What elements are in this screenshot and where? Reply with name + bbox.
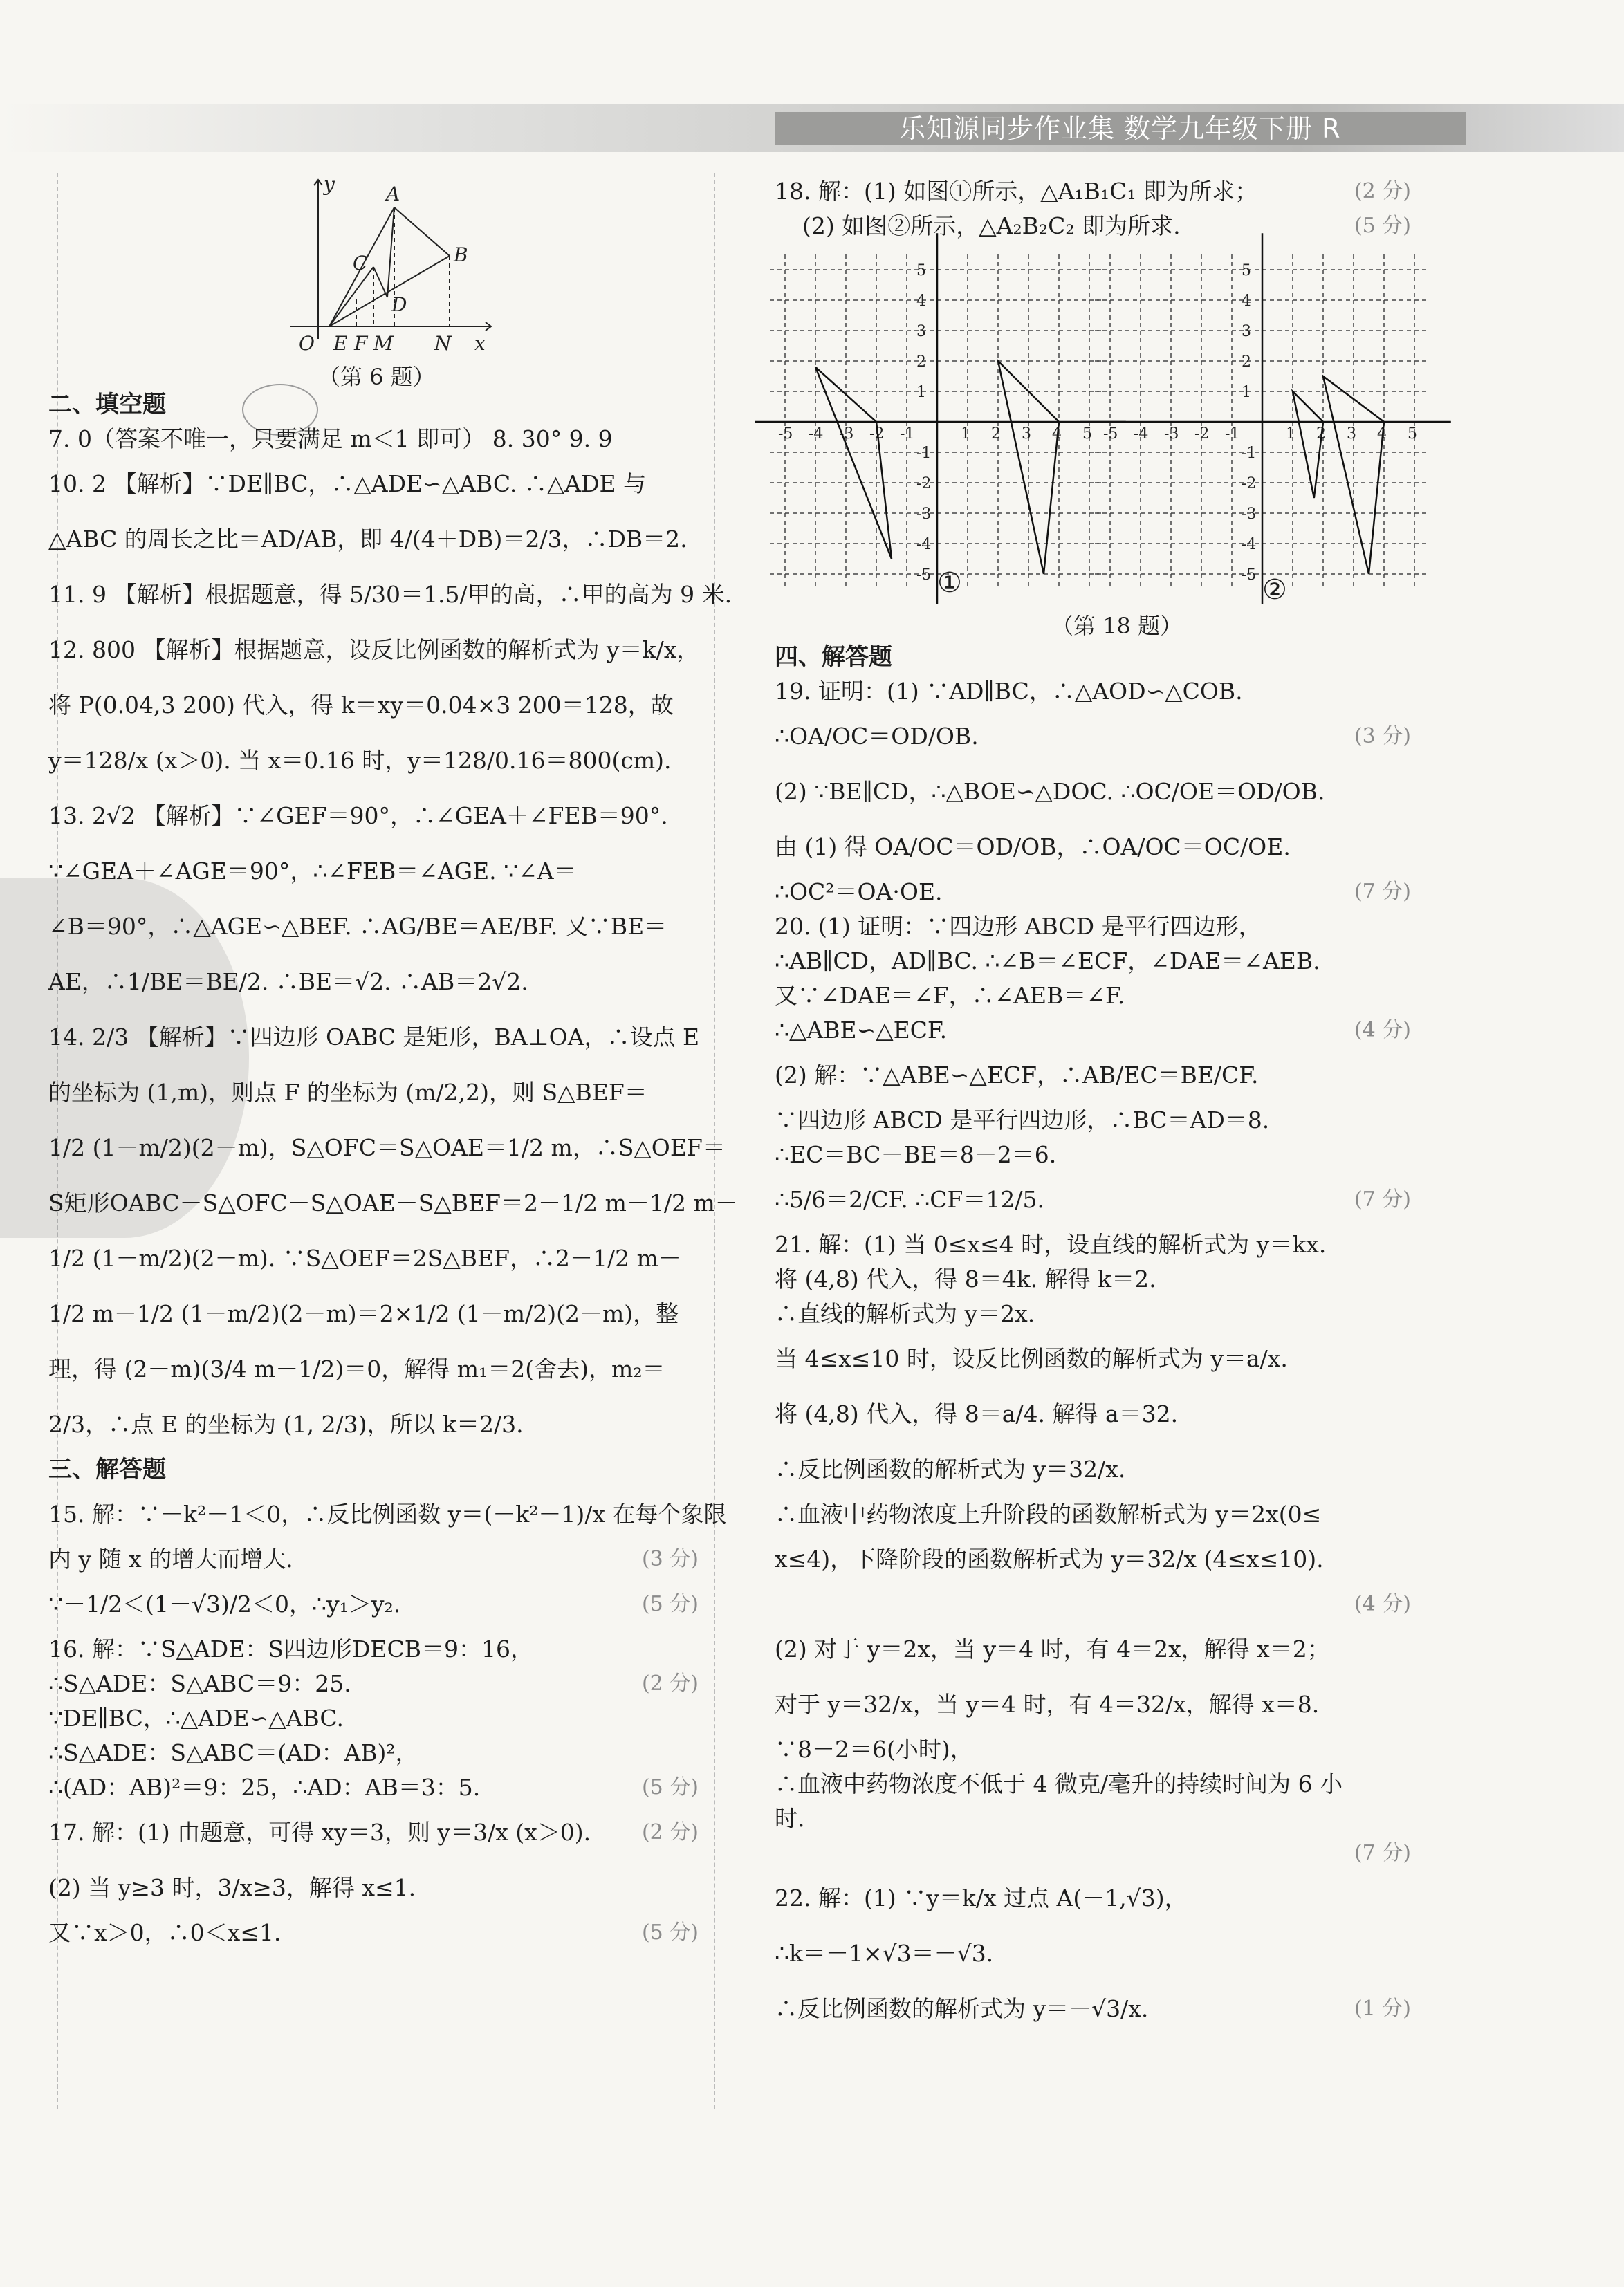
figure-6 xyxy=(277,173,505,390)
score-label: (2 分) xyxy=(1354,179,1411,203)
answer-line xyxy=(775,1138,1411,1172)
triangle-A2B2C2 xyxy=(1293,391,1323,498)
answer-line xyxy=(775,209,1411,243)
answer-line xyxy=(775,1926,1411,1981)
score-label: (5 分) xyxy=(1354,214,1411,238)
answer-line: 的坐标为 (1,m)，则点 F 的坐标为 (m/2,2)，则 S△BEF＝ xyxy=(48,1079,647,1106)
right-answer-lines xyxy=(775,674,1411,2037)
answer-line xyxy=(775,1262,1411,1297)
answer-text: ∴△ABE∽△ECF. xyxy=(775,1017,948,1044)
answer-text: (2) 如图②所示，△A₂B₂C₂ 即为所求. xyxy=(802,212,1181,239)
answer-text: 18. 解：(1) 如图①所示，△A₁B₁C₁ 即为所求； xyxy=(775,178,1258,205)
answer-line xyxy=(775,909,1411,944)
answer-line xyxy=(775,1836,1411,1871)
score-label: (4 分) xyxy=(1354,1592,1411,1616)
score-label: (1 分) xyxy=(1354,1997,1411,2021)
section-fill-in-heading: 二、填空题 xyxy=(48,391,166,418)
score-label: (3 分) xyxy=(641,1547,699,1571)
figure-6-diagram xyxy=(277,173,505,380)
answer-text: 21. 解：(1) 当 0≤x≤4 时，设直线的解析式为 y＝kx. xyxy=(775,1231,1327,1258)
tick-label: -2 xyxy=(1194,425,1210,443)
answer-line xyxy=(775,1767,1411,1802)
answer-text: ∴EC＝BC－BE＝8－2＝6. xyxy=(775,1141,1057,1168)
tick-label: 5 xyxy=(1082,425,1092,443)
answer-line xyxy=(775,1802,1411,1836)
answer-line xyxy=(48,1736,699,1770)
answer-line: ∠B＝90°，∴△AGE∽△BEF. ∴AG/BE＝AE/BF. 又∵BE＝ xyxy=(48,913,667,940)
fig6-point-F: F xyxy=(354,332,368,355)
tick-label: 1 xyxy=(1242,384,1251,401)
answer-line xyxy=(775,1587,1411,1622)
left-column xyxy=(48,387,738,1950)
answer-line: AE，∴1/BE＝BE/2. ∴BE＝√2. ∴AB＝2√2. xyxy=(48,968,528,995)
answer-line xyxy=(775,1532,1411,1587)
answer-line xyxy=(775,1103,1411,1138)
answer-text: (2) 解：∵△ABE∽△ECF，∴AB/EC＝BE/CF. xyxy=(775,1062,1259,1089)
tick-label: -4 xyxy=(1242,536,1257,553)
fig6-point-D: D xyxy=(391,293,407,316)
answer-line: 2/3，∴点 E 的坐标为 (1, 2/3)，所以 k＝2/3. xyxy=(48,1411,524,1438)
answer-text: 16. 解：∵S△ADE：S四边形DECB＝9：16， xyxy=(48,1636,533,1663)
fig6-origin-O: O xyxy=(299,332,315,355)
answer-text: 又∵∠DAE＝∠F，∴∠AEB＝∠F. xyxy=(775,982,1125,1009)
answer-line xyxy=(775,944,1411,979)
answer-text: 17. 解：(1) 由题意，可得 xy＝3，则 y＝3/x (x＞0). xyxy=(48,1819,591,1846)
answer-line xyxy=(775,709,1411,764)
answer-line xyxy=(48,1542,699,1577)
fig6-point-E: E xyxy=(333,332,348,355)
answer-text: ∴S△ADE：S△ABC＝9：25. xyxy=(48,1670,351,1697)
tick-label: 3 xyxy=(1347,425,1356,443)
answer-line xyxy=(775,1677,1411,1732)
answer-text: ∴反比例函数的解析式为 y＝－√3/x. xyxy=(775,1995,1149,2022)
answer-line xyxy=(48,1805,699,1860)
answer-text: ∴直线的解析式为 y＝2x. xyxy=(775,1300,1035,1327)
answer-line: 13. 2√2 【解析】∵∠GEF＝90°，∴∠GEA＋∠FEB＝90°. xyxy=(48,802,668,829)
answer-line: 理，得 (2－m)(3/4 m－1/2)＝0，解得 m₁＝2(舍去)，m₂＝ xyxy=(48,1355,665,1382)
answer-line xyxy=(775,1228,1411,1262)
answer-line xyxy=(775,1497,1411,1532)
answer-line: 1/2 m－1/2 (1－m/2)(2－m)＝2×1/2 (1－m/2)(2－m)，整 xyxy=(48,1300,679,1327)
answer-line xyxy=(775,174,1411,209)
score-label: (3 分) xyxy=(1354,724,1411,748)
answer-text: ∵DE∥BC，∴△ADE∽△ABC. xyxy=(48,1705,344,1732)
right-column xyxy=(775,174,1411,243)
answer-line: ∵∠GEA＋∠AGE＝90°，∴∠FEB＝∠AGE. ∵∠A＝ xyxy=(48,858,577,885)
answer-text: (2) ∵BE∥CD，∴△BOE∽△DOC. ∴OC/OE＝OD/OB. xyxy=(775,778,1325,805)
figure-18-grids xyxy=(778,249,1446,609)
fig6-point-C: C xyxy=(353,252,368,275)
tick-label: -3 xyxy=(839,425,854,443)
figure-18-label-1: ① xyxy=(937,567,962,599)
section-answer-heading: 四、解答题 xyxy=(775,643,892,671)
tick-label: 3 xyxy=(1022,425,1031,443)
tick-label: 1 xyxy=(916,384,926,401)
answer-line xyxy=(775,1387,1411,1442)
answer-line xyxy=(48,1667,699,1701)
tick-label: -1 xyxy=(1225,425,1240,443)
figure-18-caption: （第 18 题） xyxy=(1051,613,1183,639)
tick-label: 5 xyxy=(1242,262,1251,279)
answer-line: 14. 2/3 【解析】∵四边形 OABC 是矩形，BA⊥OA，∴设点 E xyxy=(48,1024,700,1050)
tick-label: -1 xyxy=(916,445,932,462)
fig6-point-M: M xyxy=(373,332,394,355)
tick-label: 2 xyxy=(916,353,926,371)
figure-6-caption: （第 6 题） xyxy=(318,364,435,390)
answer-text: 内 y 随 x 的增大而增大. xyxy=(48,1546,293,1573)
answer-text: 当 4≤x≤10 时，设反比例函数的解析式为 y＝a/x. xyxy=(775,1345,1288,1372)
answer-text: ∴(AD：AB)²＝9：25，∴AD：AB＝3：5. xyxy=(48,1774,481,1801)
answer-text: 时. xyxy=(775,1805,805,1832)
answer-text: ∴k＝－1×√3＝－√3. xyxy=(775,1940,994,1967)
answer-line xyxy=(775,1013,1411,1048)
tick-label: 5 xyxy=(1408,425,1417,443)
answer-text: ∵－1/2＜(1－√3)/2＜0，∴y₁＞y₂. xyxy=(48,1591,401,1618)
answer-line: 1/2 (1－m/2)(2－m). ∵S△OEF＝2S△BEF，∴2－1/2 m－ xyxy=(48,1245,681,1272)
tick-label: -5 xyxy=(778,425,793,443)
page-header-title: 乐知源同步作业集 数学九年级下册 R xyxy=(775,112,1466,145)
fig6-point-N: N xyxy=(434,332,452,355)
tick-label: -1 xyxy=(900,425,915,443)
answer-text: 15. 解：∵－k²－1＜0，∴反比例函数 y＝(－k²－1)/x 在每个象限 xyxy=(48,1501,727,1528)
answer-line xyxy=(48,1916,699,1950)
score-label: (5 分) xyxy=(641,1592,699,1616)
answer-line: 将 P(0.04,3 200) 代入，得 k＝xy＝0.04×3 200＝128，故 xyxy=(48,692,674,719)
answer-line: 11. 9 【解析】根据题意，得 5/30＝1.5/甲的高，∴甲的高为 9 米. xyxy=(48,581,732,608)
answer-text: ∴反比例函数的解析式为 y＝32/x. xyxy=(775,1456,1126,1483)
score-label: (2 分) xyxy=(641,1820,699,1844)
answer-text: 19. 证明：(1) ∵AD∥BC，∴△AOD∽△COB. xyxy=(775,678,1243,705)
fig6-point-B: B xyxy=(454,243,468,266)
answer-line xyxy=(775,1048,1411,1103)
tick-label: -4 xyxy=(916,536,932,553)
tick-label: -4 xyxy=(809,425,824,443)
tick-label: -1 xyxy=(1242,445,1257,462)
tick-label: 1 xyxy=(961,425,970,443)
tick-label: -2 xyxy=(1242,475,1257,492)
score-label: (5 分) xyxy=(641,1920,699,1945)
answer-text: ∴AB∥CD，AD∥BC. ∴∠B＝∠ECF，∠DAE＝∠AEB. xyxy=(775,947,1320,974)
answer-line xyxy=(775,1871,1411,1926)
answer-text: 将 (4,8) 代入，得 8＝4k. 解得 k＝2. xyxy=(775,1266,1156,1293)
answer-line xyxy=(48,1860,699,1916)
answer-line xyxy=(775,875,1411,909)
answer-line xyxy=(48,1577,699,1632)
fig6-point-A: A xyxy=(386,183,400,205)
answer-text: (2) 对于 y＝2x，当 y＝4 时，有 4＝2x，解得 x＝2； xyxy=(775,1636,1330,1663)
answer-text: 22. 解：(1) ∵y＝k/x 过点 A(－1,√3)， xyxy=(775,1885,1188,1911)
answer-line: 7. 0（答案不唯一，只要满足 m＜1 即可） 8. 30° 9. 9 xyxy=(48,425,613,452)
answer-text: (2) 当 y≥3 时，3/x≥3，解得 x≤1. xyxy=(48,1874,416,1901)
tick-label: 1 xyxy=(1286,425,1295,443)
answer-line: △ABC 的周长之比＝AD/AB，即 4/(4＋DB)＝2/3，∴DB＝2. xyxy=(48,526,688,553)
answer-line xyxy=(48,1632,699,1667)
tick-label: -5 xyxy=(916,566,932,584)
answer-line: 12. 800 【解析】根据题意，设反比例函数的解析式为 y＝k/x， xyxy=(48,636,700,663)
tick-label: 4 xyxy=(1377,425,1387,443)
tick-label: 2 xyxy=(1316,425,1326,443)
answer-text: ∴OA/OC＝OD/OB. xyxy=(775,723,979,750)
answer-line xyxy=(775,1331,1411,1387)
right-column-lower xyxy=(775,640,1411,2037)
answer-text: ∴S△ADE：S△ABC＝(AD：AB)²， xyxy=(48,1739,418,1766)
tick-label: -2 xyxy=(916,475,932,492)
score-label: (4 分) xyxy=(1354,1018,1411,1042)
answer-line: 1/2 (1－m/2)(2－m)，S△OFC＝S△OAE＝1/2 m，∴S△OEF＝ xyxy=(48,1134,726,1161)
tick-label: -3 xyxy=(916,506,932,523)
triangle-A1B1C1 xyxy=(815,367,892,559)
answer-line xyxy=(48,1701,699,1736)
answer-text: ∴OC²＝OA·OE. xyxy=(775,878,943,905)
answer-line: y＝128/x (x＞0). 当 x＝0.16 时，y＝128/0.16＝800(cm). xyxy=(48,747,672,774)
tick-label: -3 xyxy=(1164,425,1179,443)
answer-text: 将 (4,8) 代入，得 8＝a/4. 解得 a＝32. xyxy=(775,1400,1179,1427)
answer-line xyxy=(775,1172,1411,1228)
tick-label: 3 xyxy=(916,323,926,340)
section-solutions-heading: 三、解答题 xyxy=(48,1456,166,1483)
fig6-y-label: y xyxy=(324,173,335,196)
answer-line xyxy=(775,1297,1411,1331)
answer-line xyxy=(775,820,1411,875)
answer-text: 对于 y＝32/x，当 y＝4 时，有 4＝32/x，解得 x＝8. xyxy=(775,1691,1320,1718)
answer-line xyxy=(775,1442,1411,1497)
answer-text: x≤4)，下降阶段的函数解析式为 y＝32/x (4≤x≤10). xyxy=(775,1546,1324,1573)
tick-label: -5 xyxy=(1103,425,1118,443)
answer-line xyxy=(48,1770,699,1805)
tick-label: -4 xyxy=(1134,425,1149,443)
answer-line xyxy=(775,1981,1411,2037)
answer-line xyxy=(48,1487,727,1542)
score-label: (2 分) xyxy=(641,1672,699,1696)
answer-line xyxy=(775,764,1411,820)
answer-text: 由 (1) 得 OA/OC＝OD/OB，∴OA/OC＝OC/OE. xyxy=(775,833,1291,860)
tick-label: -2 xyxy=(869,425,885,443)
answer-text: 20. (1) 证明：∵四边形 ABCD 是平行四边形， xyxy=(775,913,1262,940)
tick-label: 4 xyxy=(916,293,926,310)
answer-text: ∴血液中药物浓度不低于 4 微克/毫升的持续时间为 6 小 xyxy=(775,1770,1343,1797)
answer-text: ∵8－2＝6(小时)， xyxy=(775,1736,973,1763)
tick-label: 5 xyxy=(916,262,926,279)
figure-18-label-2: ② xyxy=(1262,574,1287,606)
score-label: (5 分) xyxy=(641,1775,699,1799)
answer-line xyxy=(775,979,1411,1013)
tick-label: 2 xyxy=(1242,353,1251,371)
answer-line: S矩形OABC－S△OFC－S△OAE－S△BEF＝2－1/2 m－1/2 m－ xyxy=(48,1189,738,1216)
answer-line: 10. 2 【解析】∵DE∥BC，∴△ADE∽△ABC. ∴△ADE 与 xyxy=(48,470,647,497)
tick-label: -5 xyxy=(1242,566,1257,584)
answer-text: ∴5/6＝2/CF. ∴CF＝12/5. xyxy=(775,1186,1044,1213)
fig6-x-label: x xyxy=(474,332,486,355)
answer-text: 又∵x＞0，∴0＜x≤1. xyxy=(48,1919,282,1946)
score-label: (7 分) xyxy=(1354,1841,1411,1865)
answer-line xyxy=(775,674,1411,709)
tick-label: 4 xyxy=(1242,293,1251,310)
tick-label: 2 xyxy=(991,425,1001,443)
score-label: (7 分) xyxy=(1354,1187,1411,1212)
tick-label: 4 xyxy=(1052,425,1062,443)
answer-line xyxy=(775,1622,1411,1677)
answer-line xyxy=(775,1732,1411,1767)
figure-18 xyxy=(778,249,1446,643)
answer-text: ∴血液中药物浓度上升阶段的函数解析式为 y＝2x(0≤ xyxy=(775,1501,1322,1528)
answer-text: ∵四边形 ABCD 是平行四边形，∴BC＝AD＝8. xyxy=(775,1107,1270,1133)
score-label: (7 分) xyxy=(1354,880,1411,904)
tick-label: -3 xyxy=(1242,506,1257,523)
tick-label: 3 xyxy=(1242,323,1251,340)
